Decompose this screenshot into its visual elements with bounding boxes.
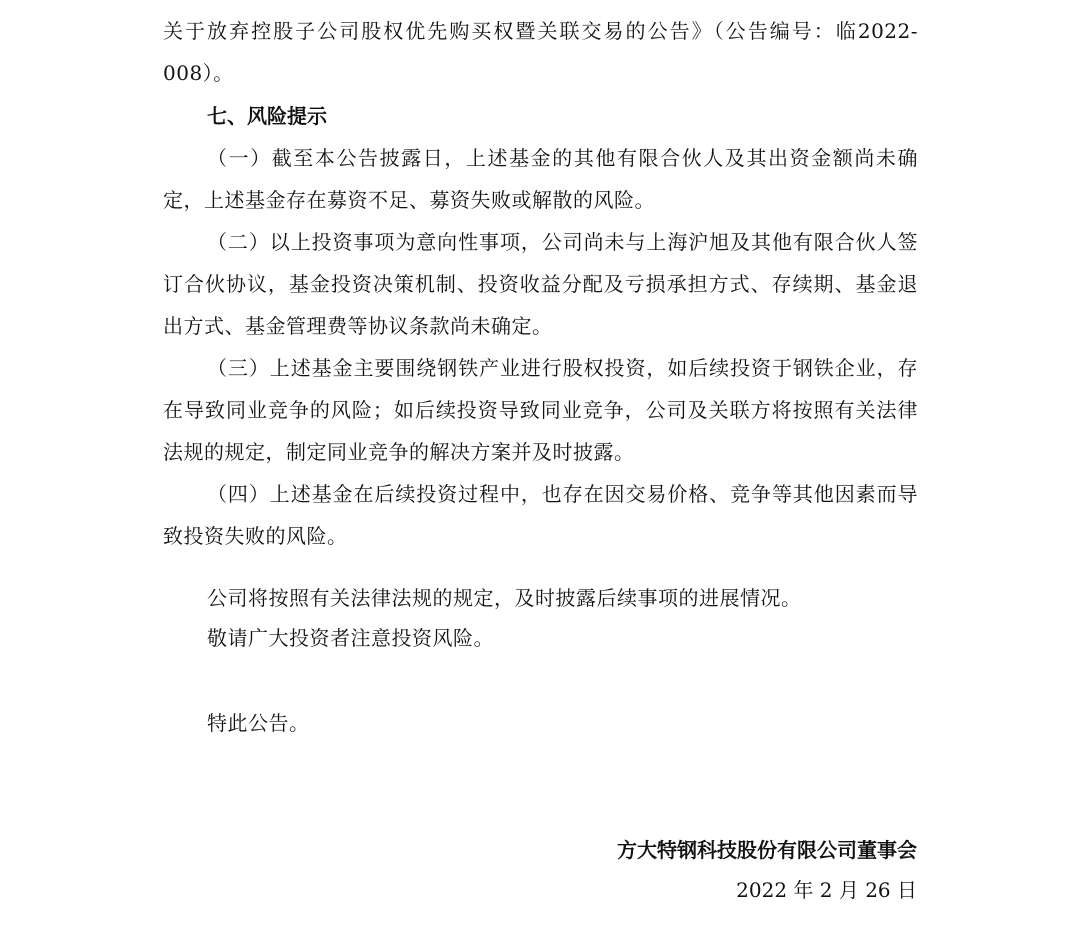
risk-paragraph-1: （一）截至本公告披露日，上述基金的其他有限合伙人及其出资金额尚未确定，上述基金存在募资不足、募资失败或解散的风险。 — [163, 146, 918, 212]
risk-paragraph-3: （三）上述基金主要围绕钢铁产业进行股权投资，如后续投资于钢铁企业，存在导致同业竞争的风险；如后续投资导致同业竞争，公司及关联方将按照有关法律法规的规定，制定同业竞争的解决方案并及时披露。 — [163, 356, 918, 464]
risk-paragraph-4: （四）上述基金在后续投资过程中，也存在因交易价格、竞争等其他因素而导致投资失败的风险。 — [163, 482, 918, 548]
risk-paragraph-2: （二）以上投资事项为意向性事项，公司尚未与上海沪旭及其他有限合伙人签订合伙协议，基金投资决策机制、投资收益分配及亏损承担方式、存续期、基金退出方式、基金管理费等协议条款尚未确定。 — [163, 230, 918, 338]
closing-warning-text: 敬请广大投资者注意投资风险。 — [207, 626, 494, 650]
signature-date: 2022 年 2 月 26 日 — [736, 878, 917, 902]
closing-disclosure-text: 公司将按照有关法律法规的规定，及时披露后续事项的进展情况。 — [207, 586, 802, 610]
closing-announcement-text: 特此公告。 — [207, 711, 310, 735]
section-heading-risk: 七、风险提示 — [207, 104, 327, 128]
continuation-paragraph: 关于放弃控股子公司股权优先购买权暨关联交易的公告》（公告编号：临2022-008）。 — [163, 19, 918, 85]
signatory: 方大特钢科技股份有限公司董事会 — [617, 838, 917, 862]
